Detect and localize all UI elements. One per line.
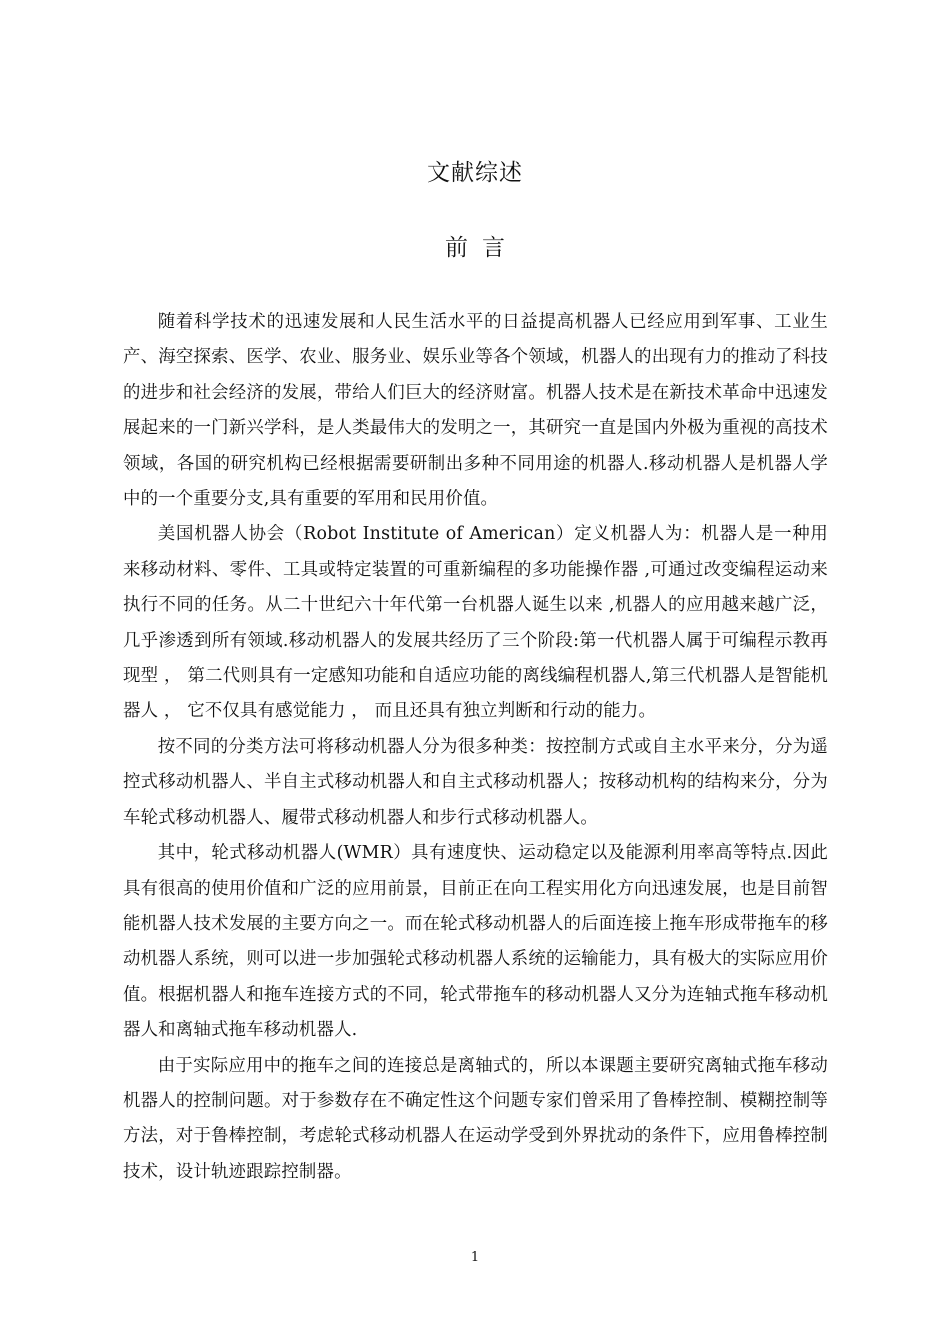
section-heading: 前言 (445, 235, 519, 261)
paragraph-2: 美国机器人协会（Robot Institute of American）定义机器人为：机器人是一种用来移动材料、零件、工具或特定装置的可重新编程的多功能操作器 ,可通过改变编程运动来执行不同的任务。从二十世纪六十年代第一台机器人诞生以来 ,机器人的应用越来越广泛，几乎渗透到所有领域.移动机器人的发展共经历了三个阶段:第一代机器人属于可编程示教再现型 ， 第二代则具有一定感知功能和自适应功能的离线编程机器人,第三代机器人是智能机器人 ， 它不仅具有感觉能力 ， 而且还具有独立判断和行动的能力。 (123, 524, 828, 722)
page-number: 1 (470, 1250, 480, 1265)
paragraph-1: 随着科学技术的迅速发展和人民生活水平的日益提高机器人已经应用到军事、工业生产、海空探索、医学、农业、服务业、娱乐业等各个领域，机器人的出现有力的推动了科技的进步和社会经济的发展，带给人们巨大的经济财富。机器人技术是在新技术革命中迅速发展起来的一门新兴学科，是人类最伟大的发明之一，其研究一直是国内外极为重视的高技术领域，各国的研究机构已经根据需要研制出多种不同用途的机器人.移动机器人是机器人学中的一个重要分支,具有重要的军用和民用价值。 (123, 312, 828, 510)
paragraph-3: 按不同的分类方法可将移动机器人分为很多种类：按控制方式或自主水平来分，分为遥控式移动机器人、半自主式移动机器人和自主式移动机器人；按移动机构的结构来分，分为车轮式移动机器人、履带式移动机器人和步行式移动机器人。 (123, 736, 828, 828)
paragraph-4: 其中，轮式移动机器人(WMR）具有速度快、运动稳定以及能源利用率高等特点.因此具有很高的使用价值和广泛的应用前景，目前正在向工程实用化方向迅速发展，也是目前智能机器人技术发展的主要方向之一。而在轮式移动机器人的后面连接上拖车形成带拖车的移动机器人系统，则可以进一步加强轮式移动机器人系统的运输能力，具有极大的实际应用价值。根据机器人和拖车连接方式的不同，轮式带拖车的移动机器人又分为连轴式拖车移动机器人和离轴式拖车移动机器人. (123, 843, 828, 1041)
body-text (123, 305, 828, 1190)
paragraph-5: 由于实际应用中的拖车之间的连接总是离轴式的，所以本课题主要研究离轴式拖车移动机器人的控制问题。对于参数存在不确定性这个问题专家们曾采用了鲁棒控制、模糊控制等方法，对于鲁棒控制，考虑轮式移动机器人在运动学受到外界扰动的条件下，应用鲁棒控制技术，设计轨迹跟踪控制器。 (123, 1055, 828, 1182)
document-title: 文献综述 (427, 160, 523, 186)
